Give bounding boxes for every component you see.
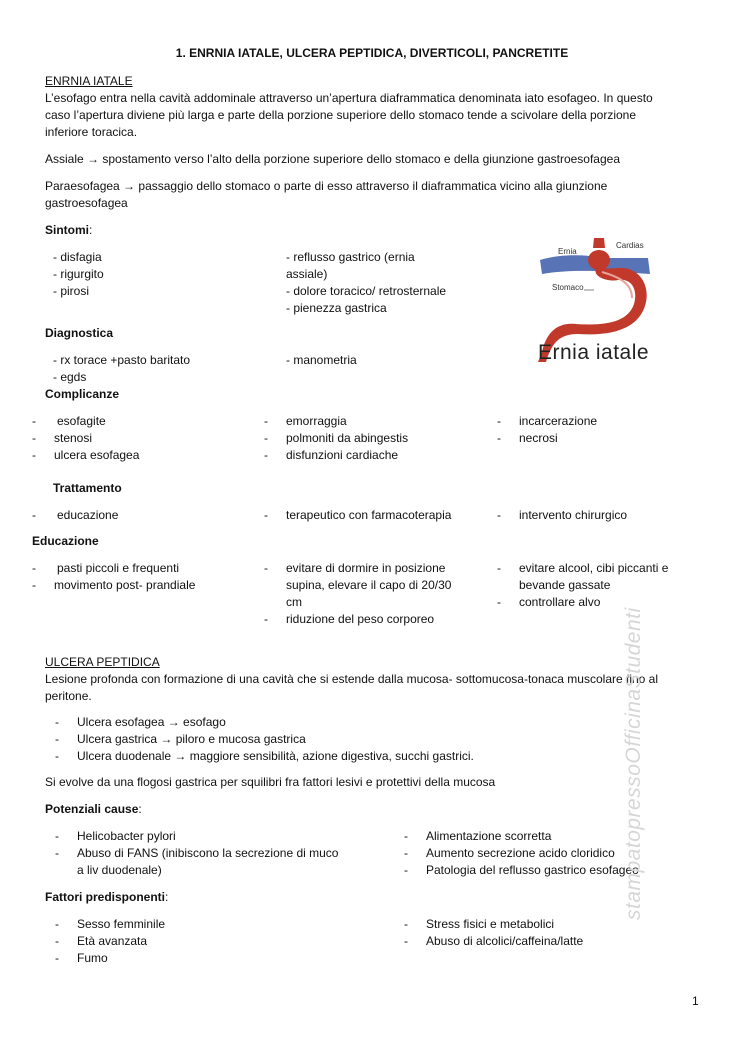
complicanza-stenosi-text: stenosi (54, 431, 93, 445)
educazione-peso: - riduzione del peso corporeo (264, 612, 435, 626)
paraesofagea-line-1: Paraesofagea → passaggio dello stomaco o parte di esso attraverso il diaframmatica vicino alla giunzione (45, 179, 608, 193)
sintomi-heading: Sintomi: (45, 223, 93, 237)
ulcera-tipo-esofagea: - Ulcera esofagea → esofago (55, 715, 226, 729)
paraesofagea-line-2: gastroesofagea (45, 196, 128, 210)
sintomo-pienezza: - pienezza gastrica (286, 301, 387, 315)
complicanza-disfunzioni: - disfunzioni cardiache (264, 448, 399, 462)
educazione-pasti-text: pasti piccoli e frequenti (57, 561, 180, 575)
fattore-sesso: - Sesso femminile (55, 917, 166, 931)
ulcera-tipo-duodenale-text: Ulcera duodenale → maggiore sensibilità, azione digestiva, succhi gastrici. (77, 749, 474, 763)
ulcera-evolve: Si evolve da una flogosi gastrica per squilibri fra fattori lesivi e protettivi della mucosa (45, 775, 496, 789)
esophagus-shape (593, 238, 605, 248)
complicanza-polmoniti: - polmoniti da abingestis (264, 431, 409, 445)
sintomo-reflusso-2: assiale) (286, 267, 328, 281)
complicanza-emorraggia: - emorraggia (264, 414, 347, 428)
complicanza-emorraggia-text: emorraggia (286, 414, 347, 428)
causa-acido: - Aumento secrezione acido cloridico (404, 846, 615, 860)
fattore-eta: - Età avanzata (55, 934, 148, 948)
ulcera-intro-line-1: Lesione profonda con formazione di una cavità che si estende dalla mucosa- sottomucosa-tonaca muscolare fino al (45, 672, 659, 686)
educazione-dormire-line-1: evitare di dormire in posizione (286, 561, 446, 575)
causa-fans-line-2: a liv duodenale) (77, 863, 162, 877)
fattore-fumo-text: Fumo (77, 951, 108, 965)
fattore-stress-text: Stress fisici e metabolici (426, 917, 555, 931)
fattore-eta-text: Età avanzata (77, 934, 148, 948)
figure-label-ernia: Ernia (558, 247, 577, 256)
educazione-alcool: - evitare alcool, cibi piccanti e (497, 561, 669, 575)
page-number: 1 (692, 994, 699, 1008)
ernia-intro-line-2: caso l’apertura diviene più larga e parte della porzione superiore dello stomaco tende a scivolare della porzione (45, 108, 637, 122)
complicanza-esofagite-text: esofagite (57, 414, 106, 428)
educazione-peso-text: riduzione del peso corporeo (286, 612, 435, 626)
trattamento-educazione: - educazione (32, 508, 119, 522)
causa-helicobacter-text: Helicobacter pylori (77, 829, 176, 843)
fattore-sesso-text: Sesso femminile (77, 917, 166, 931)
complicanza-necrosi-text: necrosi (519, 431, 558, 445)
educazione-alvo-text: controllare alvo (519, 595, 601, 609)
complicanza-polmoniti-text: polmoniti da abingestis (286, 431, 409, 445)
educazione-heading: Educazione (32, 534, 99, 548)
educazione-movimento: - movimento post- prandiale (32, 578, 196, 592)
educazione-dormire-line-3: cm (286, 595, 302, 609)
educazione-movimento-text: movimento post- prandiale (54, 578, 196, 592)
educazione-alcool-line-2: bevande gassate (519, 578, 611, 592)
complicanza-necrosi: - necrosi (497, 431, 558, 445)
assiale-text: Assiale → spostamento verso l’alto della porzione superiore dello stomaco e della giunzione gastroesofagea (45, 152, 621, 166)
trattamento-terapeutico: - terapeutico con farmacoterapia (264, 508, 452, 522)
complicanza-incarcerazione: - incarcerazione (497, 414, 598, 428)
complicanze-heading: Complicanze (45, 387, 120, 401)
causa-reflusso-text: Patologia del reflusso gastrico esofageo (426, 863, 639, 877)
fattore-fumo: - Fumo (55, 951, 108, 965)
sintomi-label: Sintomi (45, 223, 89, 237)
page-title: 1. ENRNIA IATALE, ULCERA PEPTIDICA, DIVERTICOLI, PANCRETITE (175, 46, 569, 60)
educazione-dormire-line-2: supina, elevare il capo di 20/30 (286, 578, 452, 592)
section-heading-ernia: ENRNIA IATALE (45, 74, 133, 88)
educazione-alvo: - controllare alvo (497, 595, 601, 609)
sintomo-reflusso-1: - reflusso gastrico (ernia (286, 250, 415, 264)
ulcera-tipo-gastrica: - Ulcera gastrica → piloro e mucosa gastrica (55, 732, 306, 746)
causa-fans-line-1: Abuso di FANS (inibiscono la secrezione di muco (77, 846, 339, 860)
diagnostica-manometria: - manometria (286, 353, 357, 367)
fattore-stress: - Stress fisici e metabolici (404, 917, 555, 931)
sintomo-disfagia: - disfagia (53, 250, 102, 264)
hernia-bulge (588, 250, 610, 270)
educazione-dormire: - evitare di dormire in posizione (264, 561, 446, 575)
complicanza-incarcerazione-text: incarcerazione (519, 414, 598, 428)
causa-alimentazione-text: Alimentazione scorretta (426, 829, 552, 843)
complicanza-disfunzioni-text: disfunzioni cardiache (286, 448, 399, 462)
diagnostica-heading: Diagnostica (45, 326, 114, 340)
fattore-alcolici-text: Abuso di alcolici/caffeina/latte (426, 934, 584, 948)
complicanza-stenosi: - stenosi (32, 431, 93, 445)
causa-acido-text: Aumento secrezione acido cloridico (426, 846, 615, 860)
sintomo-rigurgito: - rigurgito (53, 267, 104, 281)
figure-label-stomaco: Stomaco (552, 283, 584, 292)
ulcera-tipo-gastrica-text: Ulcera gastrica → piloro e mucosa gastrica (77, 732, 306, 746)
trattamento-heading: Trattamento (53, 481, 122, 495)
trattamento-chirurgico-text: intervento chirurgico (519, 508, 628, 522)
ernia-intro-line-3: inferiore toracica. (45, 125, 138, 139)
trattamento-educazione-text: educazione (57, 508, 119, 522)
figure-title: Ernia iatale (538, 341, 650, 364)
causa-helicobacter: - Helicobacter pylori (55, 829, 176, 843)
trattamento-chirurgico: - intervento chirurgico (497, 508, 628, 522)
cause-label: Potenziali cause (45, 802, 139, 816)
ernia-intro-line-1: L’esofago entra nella cavità addominale attraverso un’apertura diaframmatica denominata iato esofageo. In questo (45, 91, 653, 105)
complicanza-esofagite: - esofagite (32, 414, 106, 428)
complicanza-ulcera: - ulcera esofagea (32, 448, 140, 462)
causa-fans: - Abuso di FANS (inibiscono la secrezione di muco (55, 846, 339, 860)
complicanza-ulcera-text: ulcera esofagea (54, 448, 140, 462)
watermark: stampatopressoOfficinaStudenti (622, 607, 645, 920)
causa-reflusso: - Patologia del reflusso gastrico esofageo (404, 863, 639, 877)
sintomo-dolore: - dolore toracico/ retrosternale (286, 284, 447, 298)
fattore-alcolici: - Abuso di alcolici/caffeina/latte (404, 934, 584, 948)
educazione-alcool-line-1: evitare alcool, cibi piccanti e (519, 561, 669, 575)
sintomo-pirosi: - pirosi (53, 284, 90, 298)
ulcera-tipo-esofagea-text: Ulcera esofagea → esofago (77, 715, 226, 729)
ulcera-intro-line-2: peritone. (45, 689, 92, 703)
diagnostica-egds: - egds (53, 370, 87, 384)
section-heading-ulcera: ULCERA PEPTIDICA (45, 655, 160, 669)
diagnostica-rx: - rx torace +pasto baritato (53, 353, 191, 367)
ulcera-tipo-duodenale: - Ulcera duodenale → maggiore sensibilità, azione digestiva, succhi gastrici. (55, 749, 474, 763)
fattori-heading: Fattori predisponenti: (45, 890, 169, 904)
trattamento-terapeutico-text: terapeutico con farmacoterapia (286, 508, 452, 522)
educazione-pasti: - pasti piccoli e frequenti (32, 561, 180, 575)
causa-alimentazione: - Alimentazione scorretta (404, 829, 552, 843)
cause-heading: Potenziali cause: (45, 802, 142, 816)
fattori-label: Fattori predisponenti (45, 890, 165, 904)
figure-label-cardias: Cardias (616, 241, 644, 250)
